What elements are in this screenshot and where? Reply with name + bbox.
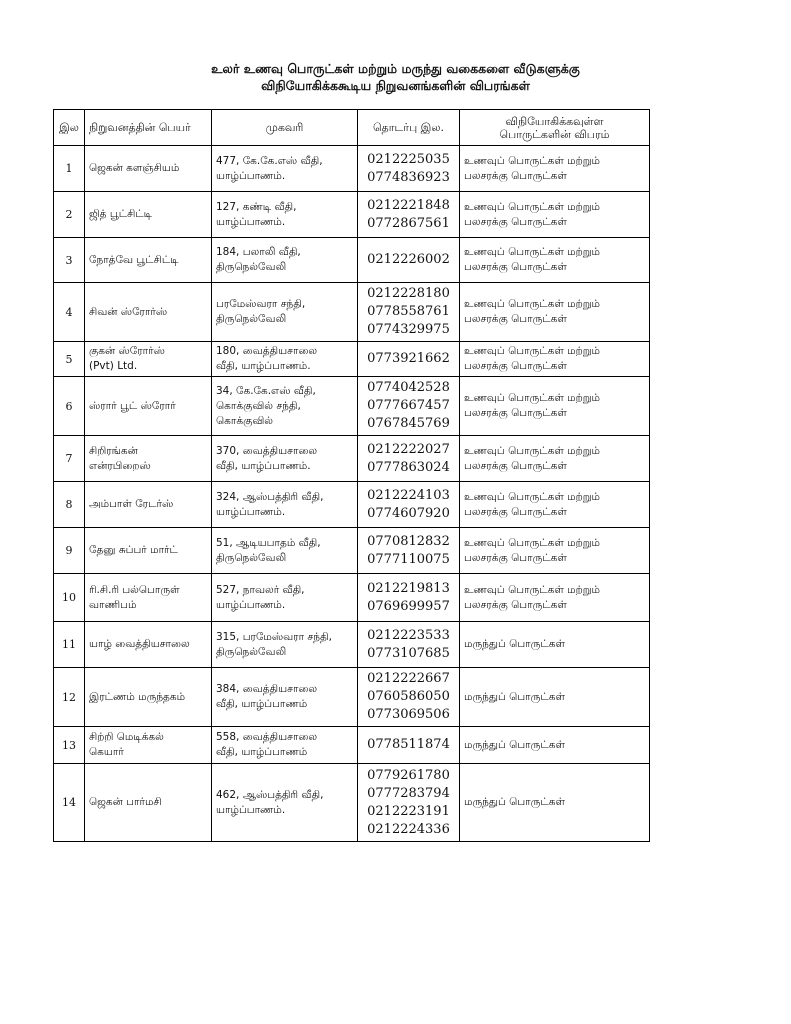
goods-line: உணவுப் பொருட்கள் மற்றும் xyxy=(464,345,600,357)
phone-number: 0212222027 xyxy=(367,441,450,457)
cell-sno: 3 xyxy=(54,238,85,283)
header-contact: தொடர்பு இல. xyxy=(358,110,460,146)
cell-address xyxy=(212,238,358,283)
cell-company-name xyxy=(85,192,212,238)
company-name-line: நோத்வே பூட்சிட்டி xyxy=(89,253,179,266)
address-line: 558, வைத்தியசாலை xyxy=(216,731,318,743)
table-row xyxy=(54,727,650,764)
phone-number: 0777283794 xyxy=(367,785,450,801)
table-row xyxy=(54,146,650,192)
cell-address xyxy=(212,574,358,622)
phone-number: 0777110075 xyxy=(367,551,450,567)
goods-line: பலசரக்கு பொருட்கள் xyxy=(464,261,567,273)
goods-line: பலசரக்கு பொருட்கள் xyxy=(464,505,567,518)
goods-line: உணவுப் பொருட்கள் மற்றும் xyxy=(464,490,600,503)
cell-company-name xyxy=(85,283,212,342)
goods-line: உணவுப் பொருட்கள் மற்றும் xyxy=(464,246,600,258)
cell-address xyxy=(212,668,358,727)
cell-goods xyxy=(460,436,650,482)
address-line: யாழ்ப்பாணம். xyxy=(216,598,286,611)
company-name-line: இரட்ணம் மருந்தகம் xyxy=(89,690,186,703)
goods-line: மருந்துப் பொருட்கள் xyxy=(464,638,565,650)
goods-line: மருந்துப் பொருட்கள் xyxy=(464,690,565,703)
goods-line: பலசரக்கு பொருட்கள் xyxy=(464,551,567,564)
table-row xyxy=(54,482,650,528)
company-name-line: ரி.சி.ரி பல்பொருள் xyxy=(89,583,180,596)
cell-goods xyxy=(460,377,650,436)
header-goods-line-1: விநியோகிக்கவுள்ள xyxy=(505,114,604,128)
address-line: யாழ்ப்பாணம். xyxy=(216,803,286,816)
company-name-line: சிற்றி மெடிக்கல் xyxy=(89,731,164,743)
address-line: யாழ்ப்பாணம். xyxy=(216,169,286,182)
cell-company-name xyxy=(85,377,212,436)
cell-goods xyxy=(460,727,650,764)
address-line: வீதி, யாழ்ப்பாணம் xyxy=(216,746,308,758)
cell-sno: 6 xyxy=(54,377,85,436)
company-name-line: அம்பாள் ரேடர்ஸ் xyxy=(89,498,174,510)
company-name-line: ஜெகன் பார்மசி xyxy=(89,796,162,808)
cell-address xyxy=(212,622,358,668)
cell-contact xyxy=(358,342,460,377)
cell-company-name xyxy=(85,482,212,528)
cell-address xyxy=(212,146,358,192)
phone-number: 0212224336 xyxy=(367,821,450,837)
cell-sno: 7 xyxy=(54,436,85,482)
cell-address xyxy=(212,482,358,528)
table-row xyxy=(54,764,650,842)
goods-line: உணவுப் பொருட்கள் மற்றும் xyxy=(464,444,600,457)
cell-contact xyxy=(358,192,460,238)
cell-sno: 11 xyxy=(54,622,85,668)
cell-contact xyxy=(358,727,460,764)
cell-address xyxy=(212,342,358,377)
table-row xyxy=(54,574,650,622)
cell-contact xyxy=(358,436,460,482)
phone-number: 0778511874 xyxy=(367,737,450,752)
company-name-line: என்ரபிறைஸ் xyxy=(89,459,151,472)
phone-number: 0773921662 xyxy=(367,351,450,366)
company-name-line: யாழ் வைத்தியசாலை xyxy=(89,638,190,650)
table-row xyxy=(54,528,650,574)
cell-contact xyxy=(358,764,460,842)
goods-line: பலசரக்கு பொருட்கள் xyxy=(464,215,567,228)
cell-address xyxy=(212,436,358,482)
phone-number: 0212225035 xyxy=(367,151,450,167)
table-row xyxy=(54,192,650,238)
company-name-line: சிவன் ஸ்ரோர்ஸ் xyxy=(89,305,168,318)
phone-number: 0767845769 xyxy=(367,416,450,431)
address-line: கொக்குவில் xyxy=(216,414,274,427)
address-line: 180, வைத்தியசாலை xyxy=(216,345,318,357)
address-line: 462, ஆஸ்பத்திரி வீதி, xyxy=(216,788,324,801)
cell-sno: 5 xyxy=(54,342,85,377)
phone-number: 0212223191 xyxy=(367,803,450,819)
address-line: 184, பலாலி வீதி, xyxy=(216,246,301,258)
table-row xyxy=(54,342,650,377)
goods-line: உணவுப் பொருட்கள் மற்றும் xyxy=(464,392,600,404)
address-line: 527, நாவலர் வீதி, xyxy=(216,583,305,596)
phone-number: 0212223533 xyxy=(367,627,450,643)
cell-sno: 2 xyxy=(54,192,85,238)
address-line: திருநெல்வேலி xyxy=(216,551,287,564)
phone-number: 0760586050 xyxy=(367,689,450,704)
company-name-line: ஜெகன் களஞ்சியம் xyxy=(89,162,180,174)
company-name-line: (Pvt) Ltd. xyxy=(89,360,138,372)
phone-number: 0772867561 xyxy=(367,215,450,231)
address-line: திருநெல்வேலி xyxy=(216,261,287,273)
company-name-line: ஜித் பூட்சிட்டி xyxy=(89,208,153,220)
cell-sno: 14 xyxy=(54,764,85,842)
phone-number: 0212224103 xyxy=(367,487,450,503)
cell-address xyxy=(212,377,358,436)
cell-sno: 13 xyxy=(54,727,85,764)
header-sno: இல xyxy=(54,110,85,146)
phone-number: 0774042528 xyxy=(367,380,450,395)
cell-contact xyxy=(358,668,460,727)
goods-line: பலசரக்கு பொருட்கள் xyxy=(464,407,567,419)
goods-line: பலசரக்கு பொருட்கள் xyxy=(464,598,567,611)
phone-number: 0212226002 xyxy=(367,252,450,267)
cell-contact xyxy=(358,574,460,622)
goods-line: பலசரக்கு பொருட்கள் xyxy=(464,360,567,372)
table-row xyxy=(54,377,650,436)
address-line: 315, பரமேஸ்வரா சந்தி, xyxy=(216,630,332,643)
cell-goods xyxy=(460,192,650,238)
table-header-row xyxy=(54,110,650,146)
phone-number: 0777667457 xyxy=(367,398,450,413)
phone-number: 0212219813 xyxy=(367,580,450,596)
header-goods xyxy=(460,110,650,146)
company-name-line: ஸ்ரார் பூட் ஸ்ரோர் xyxy=(89,399,176,412)
table-row xyxy=(54,436,650,482)
cell-goods xyxy=(460,574,650,622)
title-line-2: விநியோகிக்ககூடிய நிறுவனங்களின் விபரங்கள் xyxy=(261,78,530,93)
cell-sno: 9 xyxy=(54,528,85,574)
cell-company-name xyxy=(85,528,212,574)
cell-company-name xyxy=(85,146,212,192)
address-line: 51, ஆடியபாதம் வீதி, xyxy=(216,536,321,549)
address-line: பரமேஸ்வரா சந்தி, xyxy=(216,298,306,310)
table-row xyxy=(54,283,650,342)
goods-line: உணவுப் பொருட்கள் மற்றும் xyxy=(464,583,600,596)
cell-company-name xyxy=(85,436,212,482)
cell-address xyxy=(212,192,358,238)
phone-number: 0778558761 xyxy=(367,304,450,319)
goods-line: மருந்துப் பொருட்கள் xyxy=(464,796,565,808)
phone-number: 0212222667 xyxy=(367,671,450,686)
address-line: 324, ஆஸ்பத்திரி வீதி, xyxy=(216,490,324,503)
cell-contact xyxy=(358,377,460,436)
company-name-line: வாணிபம் xyxy=(89,598,137,611)
cell-goods xyxy=(460,764,650,842)
cell-goods xyxy=(460,482,650,528)
goods-line: பலசரக்கு பொருட்கள் xyxy=(464,169,567,182)
company-name-line: சிறிரங்கன் xyxy=(89,444,138,457)
phone-number: 0773069506 xyxy=(367,707,450,722)
phone-number: 0773107685 xyxy=(367,645,450,661)
cell-sno: 4 xyxy=(54,283,85,342)
company-name-line: குகன் ஸ்ரோர்ஸ் xyxy=(89,345,165,357)
title-line-1: உலர் உணவு பொருட்கள் மற்றும் மருந்து வகைகளை வீடுகளுக்கு xyxy=(211,61,580,76)
cell-contact xyxy=(358,283,460,342)
cell-company-name xyxy=(85,668,212,727)
cell-contact xyxy=(358,238,460,283)
address-line: 34, கே.கே.எஸ் வீதி, xyxy=(216,384,316,397)
suppliers-table xyxy=(53,109,650,842)
address-line: 477, கே.கே.எஸ் வீதி, xyxy=(216,154,323,167)
phone-number: 0770812832 xyxy=(367,533,450,549)
address-line: யாழ்ப்பாணம். xyxy=(216,215,286,228)
goods-line: உணவுப் பொருட்கள் மற்றும் xyxy=(464,200,600,213)
table-body xyxy=(54,146,650,842)
table-row xyxy=(54,238,650,283)
cell-goods xyxy=(460,146,650,192)
address-line: 384, வைத்தியசாலை xyxy=(216,683,318,695)
company-name-line: தேனு சுப்பர் மார்ட் xyxy=(89,544,178,556)
cell-sno: 10 xyxy=(54,574,85,622)
goods-line: உணவுப் பொருட்கள் மற்றும் xyxy=(464,298,600,310)
cell-company-name xyxy=(85,342,212,377)
cell-company-name xyxy=(85,238,212,283)
document-title xyxy=(0,60,791,94)
cell-goods xyxy=(460,283,650,342)
goods-line: பலசரக்கு பொருட்கள் xyxy=(464,313,567,325)
cell-company-name xyxy=(85,622,212,668)
company-name-line: கெயார் xyxy=(89,746,124,758)
goods-line: உணவுப் பொருட்கள் மற்றும் xyxy=(464,154,600,167)
goods-line: பலசரக்கு பொருட்கள் xyxy=(464,459,567,472)
cell-goods xyxy=(460,342,650,377)
cell-company-name xyxy=(85,574,212,622)
table-row xyxy=(54,668,650,727)
cell-company-name xyxy=(85,764,212,842)
table-row xyxy=(54,622,650,668)
address-line: 370, வைத்தியசாலை xyxy=(216,444,318,457)
cell-contact xyxy=(358,482,460,528)
cell-contact xyxy=(358,146,460,192)
cell-goods xyxy=(460,622,650,668)
address-line: யாழ்ப்பாணம். xyxy=(216,505,286,518)
goods-line: உணவுப் பொருட்கள் மற்றும் xyxy=(464,536,600,549)
phone-number: 0777863024 xyxy=(367,459,450,475)
address-line: திருநெல்வேலி xyxy=(216,645,287,658)
address-line: வீதி, யாழ்ப்பாணம். xyxy=(216,360,311,372)
header-name: நிறுவனத்தின் பெயர் xyxy=(85,110,212,146)
cell-address xyxy=(212,764,358,842)
cell-goods xyxy=(460,668,650,727)
cell-sno: 8 xyxy=(54,482,85,528)
address-line: திருநெல்வேலி xyxy=(216,313,287,325)
cell-goods xyxy=(460,238,650,283)
header-address: முகவரி xyxy=(212,110,358,146)
address-line: 127, கண்டி வீதி, xyxy=(216,200,297,213)
phone-number: 0774607920 xyxy=(367,505,450,521)
phone-number: 0212221848 xyxy=(367,197,450,213)
cell-company-name xyxy=(85,727,212,764)
cell-address xyxy=(212,528,358,574)
header-goods-line-2: பொருட்களின் விபரம் xyxy=(499,127,610,141)
address-line: வீதி, யாழ்ப்பாணம். xyxy=(216,459,311,472)
phone-number: 0212228180 xyxy=(367,286,450,301)
cell-sno: 12 xyxy=(54,668,85,727)
cell-sno: 1 xyxy=(54,146,85,192)
goods-line: மருந்துப் பொருட்கள் xyxy=(464,738,565,751)
cell-contact xyxy=(358,622,460,668)
phone-number: 0774329975 xyxy=(367,322,450,337)
address-line: கொக்குவில் சந்தி, xyxy=(216,399,301,412)
cell-contact xyxy=(358,528,460,574)
address-line: வீதி, யாழ்ப்பாணம் xyxy=(216,698,308,710)
phone-number: 0769699957 xyxy=(367,598,450,614)
cell-goods xyxy=(460,528,650,574)
cell-address xyxy=(212,283,358,342)
phone-number: 0774836923 xyxy=(367,169,450,185)
phone-number: 0779261780 xyxy=(367,767,450,783)
cell-address xyxy=(212,727,358,764)
